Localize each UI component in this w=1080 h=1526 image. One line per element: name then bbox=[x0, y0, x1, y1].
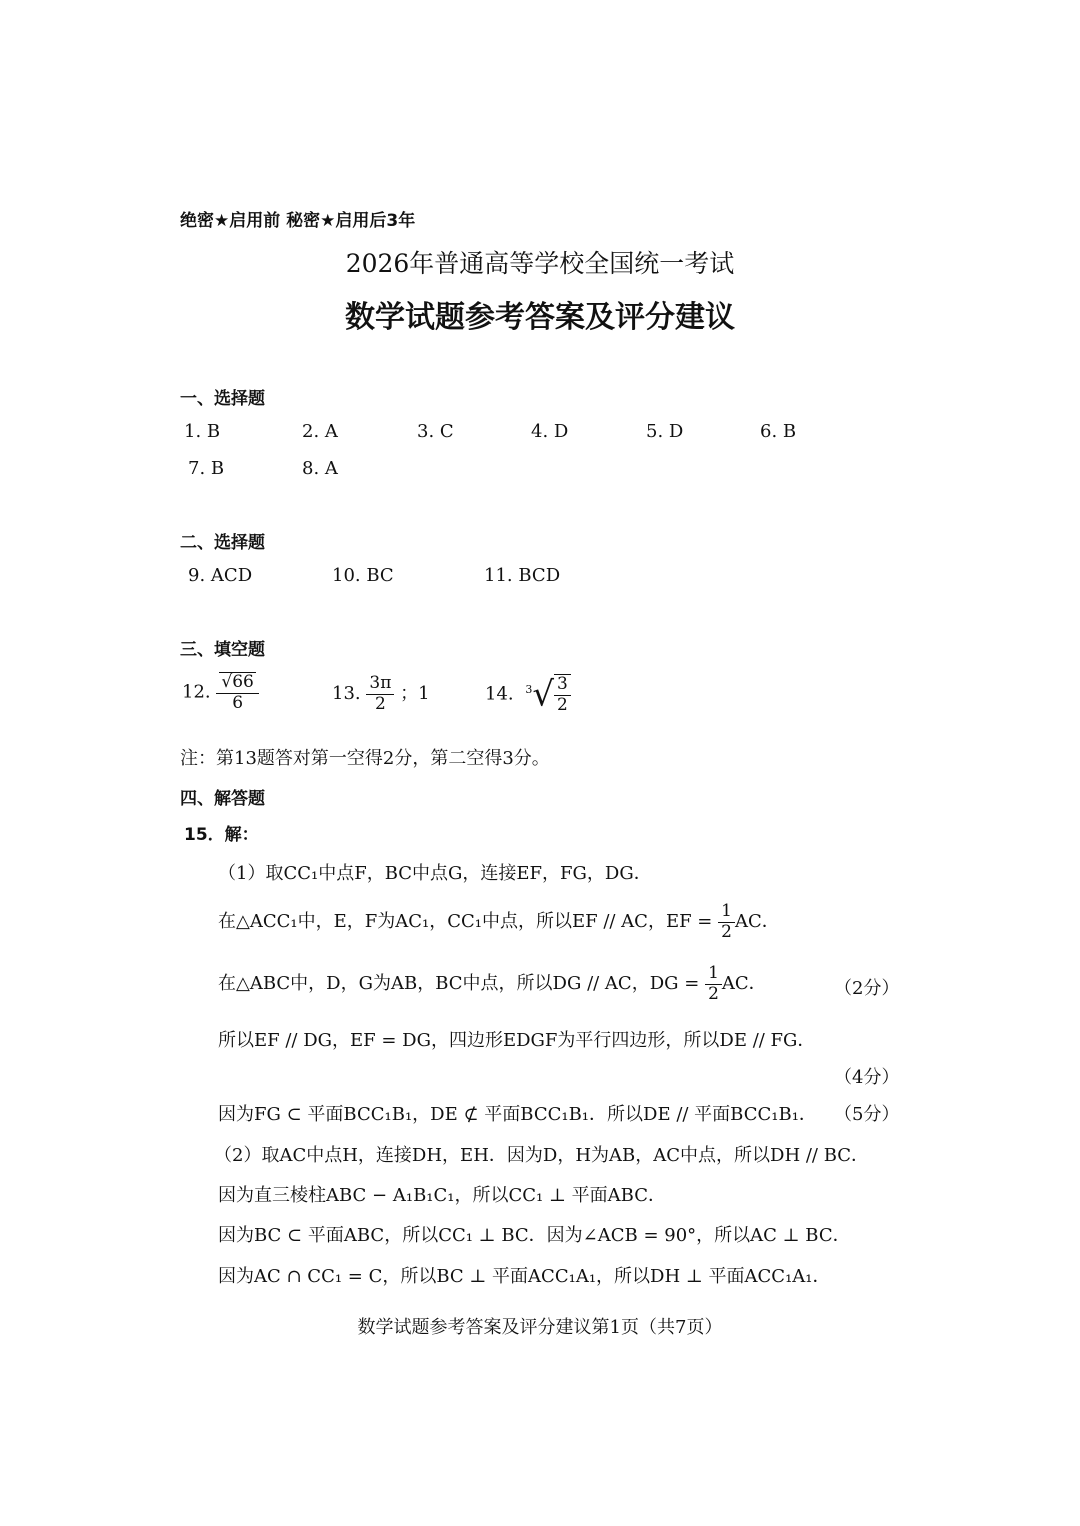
document-title: 数学试题参考答案及评分建议 bbox=[345, 300, 735, 335]
points-marker: （4分） bbox=[834, 1067, 900, 1088]
answer-item: 5. D bbox=[646, 421, 684, 442]
solution-line: 在△ABC中，D，G为AB，BC中点，所以DG // AC，DG = $\frac{1}{2}$ AC． bbox=[218, 963, 767, 1004]
confidentiality-label: 绝密★启用前 秘密★启用后3年 bbox=[180, 211, 416, 231]
answer-item: 9. ACD bbox=[188, 565, 253, 586]
fraction: $\frac{3\pi}{2}$ bbox=[366, 674, 394, 714]
fraction: $\frac{1}{2}$ bbox=[705, 964, 722, 1004]
points-marker: （2分） bbox=[834, 978, 900, 999]
solution-line: 在△ACC₁中，E，F为AC₁，CC₁中点，所以EF // AC，EF = $\frac{1}{2}$ AC． bbox=[218, 901, 780, 942]
fraction: $\frac{1}{2}$ bbox=[718, 902, 735, 942]
question-15-label: 15．解： bbox=[184, 825, 259, 845]
answer-item: 8. A bbox=[302, 458, 338, 479]
section-title-multi-choice: 二、选择题 bbox=[180, 533, 265, 553]
answer-item: 1. B bbox=[184, 421, 221, 442]
fraction: $\frac{√66}{6}$ bbox=[216, 672, 258, 713]
solution-line: （1）取CC₁中点F，BC中点G，连接EF，FG，DG． bbox=[218, 863, 652, 884]
section-title-solutions: 四、解答题 bbox=[180, 789, 265, 809]
solution-line: 因为BC ⊂ 平面ABC，所以CC₁ ⊥ BC．因为∠ACB = 90°，所以AC ⊥ BC． bbox=[218, 1225, 851, 1246]
page-footer: 数学试题参考答案及评分建议第1页（共7页） bbox=[357, 1317, 723, 1338]
solution-line: 因为AC ∩ CC₁ = C，所以BC ⊥ 平面ACC₁A₁，所以DH ⊥ 平面ACC₁A₁． bbox=[218, 1266, 831, 1287]
solution-line: 所以EF // DG，EF = DG，四边形EDGF为平行四边形，所以DE // FG． bbox=[218, 1030, 816, 1051]
exam-title: 2026年普通高等学校全国统一考试 bbox=[345, 249, 735, 278]
fraction: $\frac{3}{2}$ bbox=[554, 674, 571, 715]
solution-line: 因为FG ⊂ 平面BCC₁B₁，DE ⊄ 平面BCC₁B₁．所以DE // 平面BCC₁B₁． bbox=[218, 1104, 817, 1125]
answer-item: 3. C bbox=[417, 421, 454, 442]
answer-item: 6. B bbox=[760, 421, 797, 442]
answer-item-q14: 14. $^3$√ $\frac{3}{2}$ bbox=[485, 674, 571, 715]
answer-item: 10. BC bbox=[332, 565, 394, 586]
points-marker: （5分） bbox=[834, 1104, 900, 1125]
solution-line: （2）取AC中点H，连接DH，EH．因为D，H为AB，AC中点，所以DH // BC． bbox=[214, 1145, 870, 1166]
answer-item: 4. D bbox=[531, 421, 569, 442]
answer-item: 7. B bbox=[188, 458, 225, 479]
answer-item-q12: 12. $\frac{√66}{6}$ bbox=[182, 672, 259, 713]
section-title-fill-in: 三、填空题 bbox=[180, 640, 265, 660]
section-title-choice: 一、选择题 bbox=[180, 389, 265, 409]
answer-item-q13: 13. $\frac{3\pi}{2}$ ；1 bbox=[332, 673, 430, 714]
scoring-note: 注：第13题答对第一空得2分，第二空得3分。 bbox=[180, 748, 550, 769]
solution-line: 因为直三棱柱ABC − A₁B₁C₁，所以CC₁ ⊥ 平面ABC． bbox=[218, 1185, 666, 1206]
answer-item: 2. A bbox=[302, 421, 338, 442]
answer-item: 11. BCD bbox=[484, 565, 561, 586]
